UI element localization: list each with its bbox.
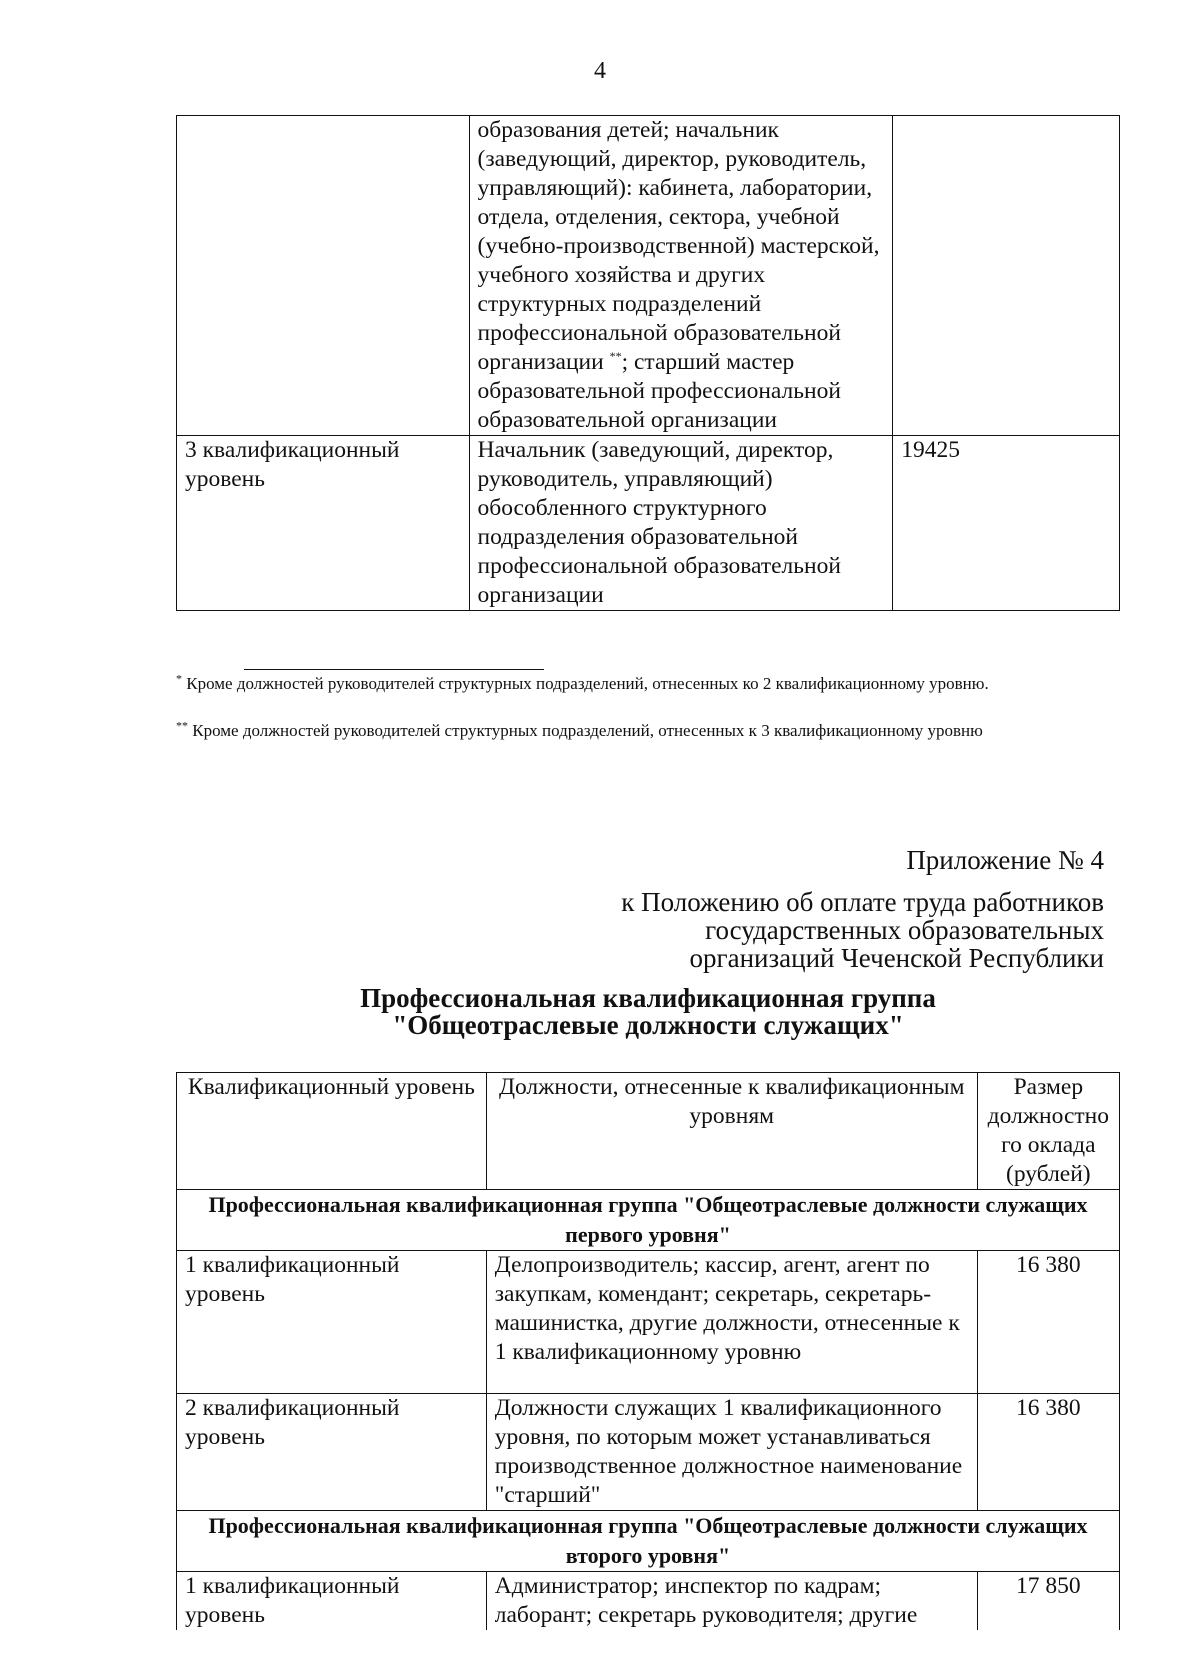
level-cell (177, 116, 470, 436)
table-row (177, 116, 1120, 436)
positions-cell: Делопроизводитель; кассир, агент, агент по закупкам, комендант; секретарь, секретарь-машинистка, другие должности, отнесенные к 1 квалификационному уровню (486, 1251, 977, 1394)
table-row (177, 1251, 1120, 1394)
footnote-mark: ** (609, 349, 622, 364)
positions-cell: Администратор; инспектор по кадрам; лаборант; секретарь руководителя; другие (486, 1572, 977, 1631)
positions-text: образования детей; начальник (заведующий, директор, руководитель, управляющий): кабинета, лаборатории, отдела, отделения, сектора, учебной (учебно-производственной) мастерской, учебного хозяйства и других структурных подразделений профессиональной образовательной организации (477, 117, 880, 375)
heading-line: Профессиональная квалификационная группа (360, 983, 936, 1013)
heading-line: "Общеотраслевые должности служащих" (392, 1010, 904, 1040)
qualification-table (176, 1072, 1120, 1630)
level-cell: 3 квалификационный уровень (177, 436, 470, 611)
table-header-row (177, 1073, 1120, 1190)
salary-cell: 16 380 (977, 1251, 1119, 1394)
table-row (177, 1394, 1120, 1511)
footnote-separator (244, 669, 544, 670)
page-number: 4 (594, 58, 606, 84)
salary-cell: 17 850 (977, 1572, 1119, 1631)
positions-cell: Должности служащих 1 квалификационного уровня, по которым может устанавливаться производственное должностное наименование "старший" (486, 1394, 977, 1511)
header-positions: Должности, отнесенные к квалификационным уровням (486, 1073, 977, 1190)
group-row (177, 1511, 1120, 1572)
header-salary: Размер должностно го оклада (рублей) (977, 1073, 1119, 1190)
positions-table-continued (176, 115, 1120, 611)
footnote-text: Кроме должностей руководителей структурных подразделений, отнесенных ко 2 квалификационному уровню. (186, 674, 989, 693)
footnote-mark: ** (176, 718, 188, 733)
section-heading (176, 985, 1120, 1039)
level-cell: 1 квалификационный уровень (177, 1572, 487, 1631)
positions-cell (469, 116, 893, 436)
positions-cell: Начальник (заведующий, директор, руководитель, управляющий) обособленного структурного подразделения образовательной профессиональной образовательной организации (469, 436, 893, 611)
appendix-line: организаций Чеченской Республики (689, 943, 1104, 973)
level-cell: 1 квалификационный уровень (177, 1251, 487, 1394)
footnote-2 (176, 720, 1104, 742)
positions-text-tail: ; старший мастер образовательной профессиональной образовательной организации (477, 349, 841, 433)
footnote-mark: * (176, 671, 182, 686)
header-level: Квалификационный уровень (177, 1073, 487, 1190)
salary-cell: 16 380 (977, 1394, 1119, 1511)
table-row (177, 436, 1120, 611)
footnote-text: Кроме должностей руководителей структурных подразделений, отнесенных к 3 квалификационному уровню (192, 721, 983, 740)
salary-cell: 19425 (893, 436, 1120, 611)
appendix-title: Приложение № 4 (906, 845, 1104, 875)
table-row (177, 1572, 1120, 1631)
appendix-subtitle (621, 888, 1104, 972)
group-title: Профессиональная квалификационная группа "Общеотраслевые должности служащих второго уровня" (177, 1511, 1120, 1572)
group-row (177, 1190, 1120, 1251)
level-cell: 2 квалификационный уровень (177, 1394, 487, 1511)
appendix-line: к Положению об оплате труда работников (621, 887, 1104, 917)
appendix-line: государственных образовательных (705, 915, 1104, 945)
group-title: Профессиональная квалификационная группа "Общеотраслевые должности служащих первого уровня" (177, 1190, 1120, 1251)
salary-cell (893, 116, 1120, 436)
footnote-1 (176, 673, 1104, 695)
